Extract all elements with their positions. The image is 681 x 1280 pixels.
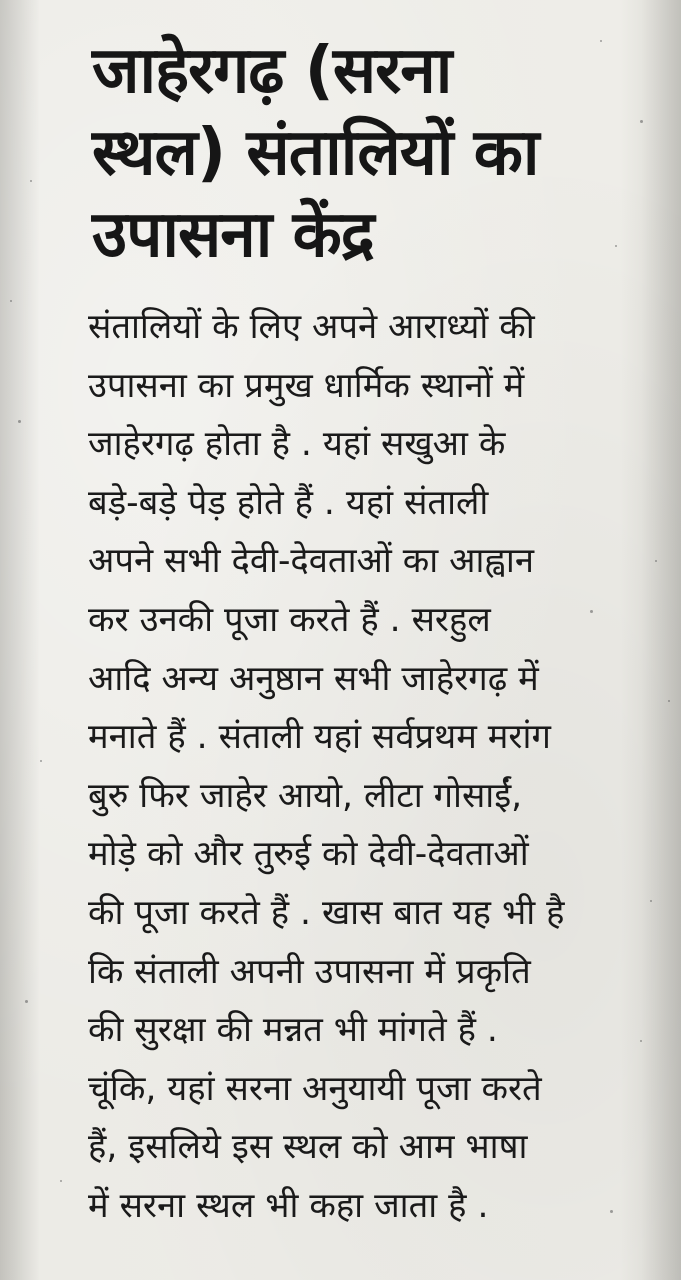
print-speck (615, 245, 617, 247)
body-line: बुरु फिर जाहेर आयो, लीटा गोसाईं, (88, 775, 523, 816)
body-line: मनाते हैं . संताली यहां सर्वप्रथम मरांग (88, 717, 551, 758)
body-line: उपासना का प्रमुख धार्मिक स्थानों में (88, 365, 525, 406)
print-speck (600, 40, 602, 42)
print-speck (668, 700, 670, 702)
body-line: मोड़े को और तुरुई को देवी-देवताओं (88, 834, 529, 875)
headline-line: उपासना केंद्र (92, 198, 374, 272)
print-speck (650, 900, 652, 902)
article-headline (92, 30, 652, 276)
headline-line: जाहेरगढ़ (सरना (92, 34, 452, 108)
cut-off-text-bottom (90, 1248, 610, 1280)
print-speck (25, 1000, 28, 1003)
print-speck (610, 1210, 613, 1213)
body-line: हैं, इसलिये इस स्थल को आम भाषा (88, 1127, 528, 1168)
page-edge-shadow-left (0, 0, 40, 1280)
print-speck (640, 1040, 642, 1042)
print-speck (10, 300, 12, 302)
body-line: कर उनकी पूजा करते हैं . सरहुल (88, 599, 491, 640)
print-speck (640, 120, 643, 123)
body-line: बड़े-बड़े पेड़ होते हैं . यहां संताली (88, 482, 489, 523)
body-line: अपने सभी देवी-देवताओं का आह्वान (88, 541, 534, 582)
print-speck (60, 1180, 62, 1182)
body-line: की पूजा करते हैं . खास बात यह भी है (88, 892, 565, 933)
cut-off-text-top (140, 0, 400, 8)
body-line: की सुरक्षा की मन्नत भी मांगते हैं . (88, 1010, 498, 1051)
body-line: आदि अन्य अनुष्ठान सभी जाहेरगढ़ में (88, 658, 539, 699)
article-body (88, 298, 648, 1236)
body-line: में सरना स्थल भी कहा जाता है . (88, 1185, 489, 1226)
print-speck (655, 560, 657, 562)
body-line: कि संताली अपनी उपासना में प्रकृति (88, 951, 531, 992)
print-speck (590, 610, 593, 613)
print-speck (40, 760, 42, 762)
body-line: संतालियों के लिए अपने आराध्यों की (88, 307, 535, 347)
headline-line: स्थल) संतालियों का (92, 116, 539, 190)
print-speck (30, 180, 32, 182)
body-line: जाहेरगढ़ होता है . यहां सखुआ के (88, 424, 506, 465)
body-line: चूंकि, यहां सरना अनुयायी पूजा करते (88, 1068, 542, 1109)
print-speck (18, 420, 21, 423)
